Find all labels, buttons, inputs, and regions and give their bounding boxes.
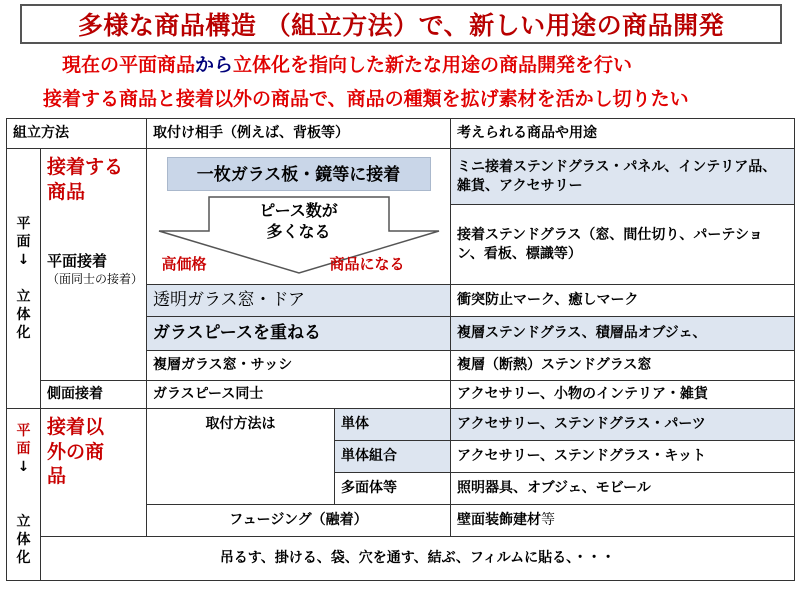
price-arrow	[154, 195, 444, 277]
arrow-line-2: 多くなる	[266, 221, 331, 241]
table-row	[7, 149, 795, 205]
uses-fusing-suffix: 等	[541, 512, 555, 529]
header-uses: 考えられる商品や用途	[451, 119, 795, 149]
section2-vertical-label: 平 面 ↓ 立 体 化	[7, 409, 41, 581]
subtitle-line-2: 接着する商品と接着以外の商品で、商品の種類を拡げ素材を活かし切りたい	[43, 88, 689, 110]
section1-vertical-label: 平 面 ↓ 立 体 化	[7, 149, 41, 409]
attach-method-label: 取付方法は	[147, 409, 335, 505]
uses-single-combo: アクセサリー、ステンドグラス・キット	[451, 441, 795, 473]
uses-mini: ミニ接着ステンドグラス・パネル、インテリア品、雑貨、アクセサリー	[451, 149, 795, 205]
glass-mirror-cell	[147, 149, 451, 285]
adhesive-product-label-2: 商品	[47, 180, 86, 203]
subtitle-line-1	[62, 50, 632, 77]
header-partner: 取付け相手（例えば、背板等）	[147, 119, 451, 149]
uses-side: アクセサリー、小物のインテリア・雑貨	[451, 381, 795, 409]
partner-window-door: 透明ガラス窓・ドア	[147, 285, 451, 317]
arrow-line-1: ピース数が	[259, 201, 338, 220]
partner-side-pieces: ガラスピース同士	[147, 381, 451, 409]
final-note: 吊るす、掛ける、袋、穴を通す、結ぶ、フィルムに貼る、・・・	[41, 537, 795, 581]
subtitle-from: から	[195, 54, 234, 76]
page-title: 多様な商品構造 （組立方法）で、新しい用途の商品開発	[20, 4, 782, 44]
adhesive-product-label-1: 接着する	[47, 156, 124, 178]
uses-fusing-main: 壁面装飾建材	[457, 512, 541, 529]
flat-adhesive-note: （面同士の接着）	[47, 271, 144, 286]
uses-layered: 複層ステンドグラス、積層品オブジェ、	[451, 317, 795, 351]
uses-polyhedron: 照明器具、オブジェ、モビール	[451, 473, 795, 505]
subtitle-current-flat: 現在の平面商品	[62, 54, 196, 76]
type-single-combo: 単体組合	[335, 441, 451, 473]
partner-stack-pieces: ガラスピースを重ねる	[147, 317, 451, 351]
arrow-high-price: 高価格	[161, 255, 207, 273]
table-header-row	[7, 119, 795, 149]
table-row	[7, 537, 795, 581]
table-row	[7, 381, 795, 409]
type-polyhedron: 多面体等	[335, 473, 451, 505]
uses-anti-collision: 衝突防止マーク、癒しマーク	[451, 285, 795, 317]
uses-fusing	[451, 505, 795, 537]
partner-double-window: 複層ガラス窓・サッシ	[147, 351, 451, 381]
adhesive-method-cell	[41, 149, 147, 381]
uses-adhesive-stained: 接着ステンドグラス（窓、間仕切り、パーテション、看板、標識等）	[451, 205, 795, 285]
fusing-method: フュージング（融着）	[147, 505, 451, 537]
product-structure-table	[6, 118, 795, 581]
table-row	[7, 409, 795, 441]
non-adhesive-method-cell: 接着以 外の商 品	[41, 409, 147, 537]
type-single: 単体	[335, 409, 451, 441]
uses-single: アクセサリー、ステンドグラス・パーツ	[451, 409, 795, 441]
subtitle-3d-dev: 立体化を指向した新たな用途の商品開発を行い	[233, 54, 633, 76]
arrow-becomes-product: 商品になる	[329, 255, 405, 273]
flat-adhesive-label: 平面接着	[47, 252, 108, 271]
header-assembly-method: 組立方法	[7, 119, 147, 149]
glass-mirror-box: 一枚ガラス板・鏡等に接着	[167, 157, 431, 191]
uses-insulated: 複層（断熱）ステンドグラス窓	[451, 351, 795, 381]
side-adhesive-label: 側面接着	[41, 381, 147, 409]
